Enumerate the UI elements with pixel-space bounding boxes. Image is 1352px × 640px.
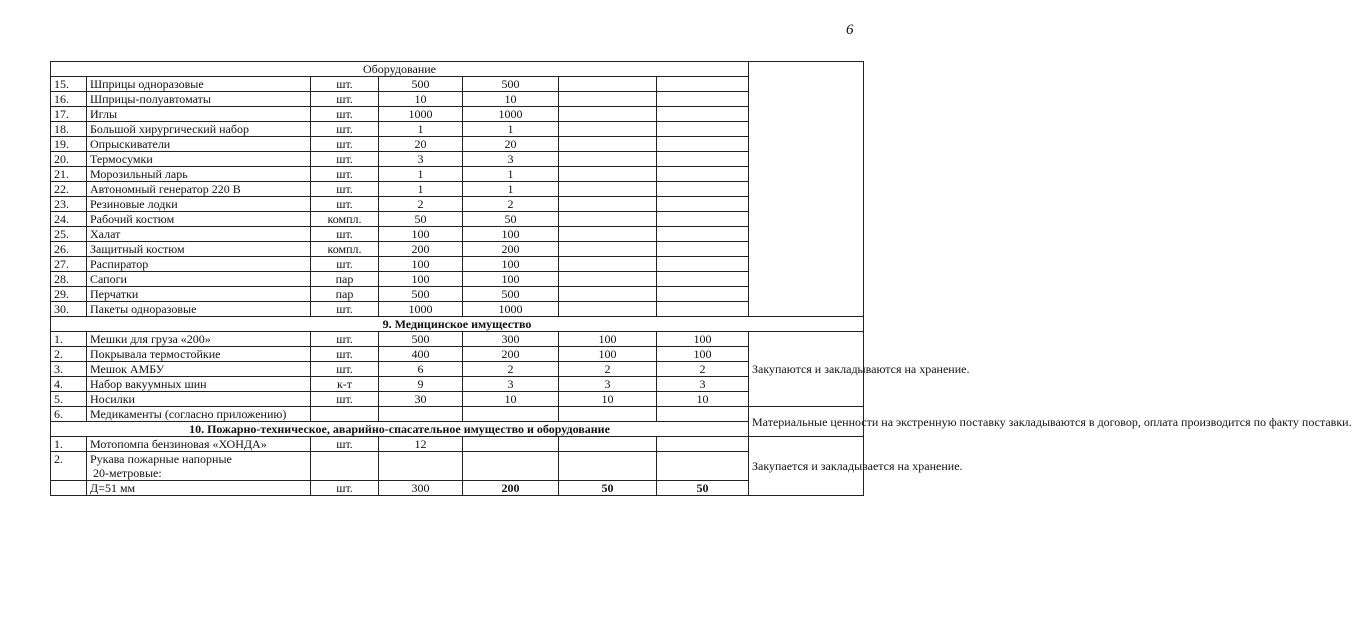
- item-name: Иглы: [87, 107, 311, 122]
- quantity-cell: 1000: [379, 302, 463, 317]
- unit-cell: компл.: [311, 242, 379, 257]
- table-row: [51, 452, 864, 481]
- quantity-cell: 500: [463, 287, 559, 302]
- table-row: [51, 272, 864, 287]
- table-row: [51, 137, 864, 152]
- table-row: [51, 362, 864, 377]
- fire-note: Закупается и закладывается на хранение.: [749, 437, 864, 496]
- quantity-cell: 500: [379, 332, 463, 347]
- empty-cell: [463, 452, 559, 481]
- empty-cell: [463, 407, 559, 422]
- empty-cell: [559, 167, 657, 182]
- empty-cell: [559, 257, 657, 272]
- item-name: Рабочий костюм: [87, 212, 311, 227]
- row-number: 26.: [51, 242, 87, 257]
- table-row: [51, 481, 864, 496]
- row-number: 2.: [51, 452, 87, 481]
- empty-cell: [559, 452, 657, 481]
- empty-cell: [559, 137, 657, 152]
- quantity-cell: 1000: [463, 107, 559, 122]
- row-number: 1.: [51, 332, 87, 347]
- item-name: Пакеты одноразовые: [87, 302, 311, 317]
- unit-cell: шт.: [311, 77, 379, 92]
- item-name: Мешки для груза «200»: [87, 332, 311, 347]
- item-name: Опрыскиватели: [87, 137, 311, 152]
- row-number: 28.: [51, 272, 87, 287]
- quantity-cell: 3: [657, 377, 749, 392]
- empty-cell: [559, 242, 657, 257]
- quantity-cell: 1: [379, 167, 463, 182]
- unit-cell: шт.: [311, 347, 379, 362]
- empty-cell: [559, 302, 657, 317]
- unit-cell: шт.: [311, 481, 379, 496]
- unit-cell: шт.: [311, 197, 379, 212]
- empty-cell: [657, 302, 749, 317]
- row-number: 2.: [51, 347, 87, 362]
- table-row: [51, 122, 864, 137]
- empty-cell: [559, 197, 657, 212]
- quantity-cell: 50: [559, 481, 657, 496]
- row-number: 6.: [51, 407, 87, 422]
- quantity-cell: 100: [657, 347, 749, 362]
- quantity-cell: 100: [463, 227, 559, 242]
- row-number: 15.: [51, 77, 87, 92]
- medical-note-1: Закупаются и закладываются на хранение.: [749, 332, 864, 407]
- quantity-cell: 10: [559, 392, 657, 407]
- row-number: 17.: [51, 107, 87, 122]
- equipment-note-cell: [749, 62, 864, 317]
- equipment-section-title: Оборудование: [51, 62, 749, 77]
- unit-cell: шт.: [311, 227, 379, 242]
- row-number: 21.: [51, 167, 87, 182]
- empty-cell: [559, 407, 657, 422]
- unit-cell: шт.: [311, 107, 379, 122]
- quantity-cell: 1: [463, 182, 559, 197]
- empty-cell: [657, 167, 749, 182]
- empty-cell: [559, 227, 657, 242]
- empty-cell: [657, 407, 749, 422]
- quantity-cell: 50: [379, 212, 463, 227]
- inventory-table: [50, 61, 1352, 496]
- empty-cell: [311, 452, 379, 481]
- unit-cell: пар: [311, 272, 379, 287]
- quantity-cell: 9: [379, 377, 463, 392]
- unit-cell: шт.: [311, 437, 379, 452]
- empty-cell: [657, 227, 749, 242]
- medical-note-2: Материальные ценности на экстренную поставку закладываются в договор, оплата производится по факту поставки.: [749, 407, 864, 437]
- table-row: [51, 332, 864, 347]
- empty-cell: [311, 407, 379, 422]
- row-number: 25.: [51, 227, 87, 242]
- item-name-line-2: 20-метровые:: [93, 466, 162, 480]
- item-name: Резиновые лодки: [87, 197, 311, 212]
- unit-cell: шт.: [311, 182, 379, 197]
- item-name: Медикаменты (согласно приложению): [87, 407, 311, 422]
- empty-cell: [657, 452, 749, 481]
- table-row: [51, 227, 864, 242]
- empty-cell: [657, 242, 749, 257]
- row-number: 23.: [51, 197, 87, 212]
- quantity-cell: 3: [463, 377, 559, 392]
- table-row: [51, 437, 864, 452]
- quantity-cell: 10: [463, 392, 559, 407]
- table-row: [51, 197, 864, 212]
- quantity-cell: 2: [463, 362, 559, 377]
- medical-header-row: [51, 317, 864, 332]
- empty-cell: [559, 152, 657, 167]
- unit-cell: шт.: [311, 152, 379, 167]
- quantity-cell: 200: [463, 347, 559, 362]
- table-row: [51, 167, 864, 182]
- unit-cell: шт.: [311, 167, 379, 182]
- item-name: Халат: [87, 227, 311, 242]
- quantity-cell: 2: [657, 362, 749, 377]
- quantity-cell: 1000: [379, 107, 463, 122]
- quantity-cell: 100: [379, 272, 463, 287]
- unit-cell: шт.: [311, 92, 379, 107]
- empty-cell: [379, 452, 463, 481]
- unit-cell: шт.: [311, 137, 379, 152]
- item-name: Набор вакуумных шин: [87, 377, 311, 392]
- table-row: [51, 347, 864, 362]
- quantity-cell: 10: [379, 92, 463, 107]
- row-number: 24.: [51, 212, 87, 227]
- quantity-cell: 100: [463, 257, 559, 272]
- fire-header-row: [51, 422, 864, 437]
- empty-cell: [559, 437, 657, 452]
- quantity-cell: 2: [463, 197, 559, 212]
- quantity-cell: 1: [379, 182, 463, 197]
- row-number: 19.: [51, 137, 87, 152]
- item-name: Автономный генератор 220 В: [87, 182, 311, 197]
- quantity-cell: 200: [379, 242, 463, 257]
- quantity-cell: 100: [379, 257, 463, 272]
- empty-cell: [657, 212, 749, 227]
- table-row: [51, 92, 864, 107]
- table-body: [51, 62, 1352, 496]
- empty-cell: [559, 212, 657, 227]
- table-row: [51, 257, 864, 272]
- table-row: [51, 182, 864, 197]
- quantity-cell: 400: [379, 347, 463, 362]
- empty-cell: [657, 437, 749, 452]
- item-name-line-1: Рукава пожарные напорные: [90, 452, 232, 466]
- quantity-cell: 100: [379, 227, 463, 242]
- empty-cell: [559, 272, 657, 287]
- table-row: [51, 242, 864, 257]
- quantity-cell: 3: [559, 377, 657, 392]
- row-number: 18.: [51, 122, 87, 137]
- item-name: Большой хирургический набор: [87, 122, 311, 137]
- item-name: Покрывала термостойкие: [87, 347, 311, 362]
- fire-section-title: 10. Пожарно-техническое, аварийно-спасательное имущество и оборудование: [51, 422, 749, 437]
- item-name: Мешок АМБУ: [87, 362, 311, 377]
- table-row: [51, 287, 864, 302]
- unit-cell: шт.: [311, 302, 379, 317]
- quantity-cell: 300: [463, 332, 559, 347]
- row-number: 4.: [51, 377, 87, 392]
- item-name: Д=51 мм: [87, 481, 311, 496]
- quantity-cell: 100: [463, 272, 559, 287]
- table-row: [51, 107, 864, 122]
- quantity-cell: 300: [379, 481, 463, 496]
- empty-cell: [379, 407, 463, 422]
- quantity-cell: 200: [463, 481, 559, 496]
- empty-cell: [657, 287, 749, 302]
- empty-cell: [559, 77, 657, 92]
- table-row: [51, 152, 864, 167]
- empty-cell: [657, 197, 749, 212]
- item-name: Шприцы одноразовые: [87, 77, 311, 92]
- empty-cell: [559, 182, 657, 197]
- item-name: Термосумки: [87, 152, 311, 167]
- unit-cell: шт.: [311, 392, 379, 407]
- empty-cell: [657, 77, 749, 92]
- quantity-cell: 6: [379, 362, 463, 377]
- page-number: 6: [846, 22, 854, 38]
- quantity-cell: 1000: [463, 302, 559, 317]
- unit-cell: шт.: [311, 122, 379, 137]
- quantity-cell: 20: [379, 137, 463, 152]
- quantity-cell: 2: [559, 362, 657, 377]
- quantity-cell: 200: [463, 242, 559, 257]
- quantity-cell: 1: [463, 122, 559, 137]
- quantity-cell: 2: [379, 197, 463, 212]
- item-name: Мотопомпа бензиновая «ХОНДА»: [87, 437, 311, 452]
- empty-cell: [657, 152, 749, 167]
- empty-cell: [657, 182, 749, 197]
- quantity-cell: 10: [463, 92, 559, 107]
- item-name: Защитный костюм: [87, 242, 311, 257]
- equipment-header-row: [51, 62, 864, 77]
- empty-cell: [657, 107, 749, 122]
- quantity-cell: 500: [379, 287, 463, 302]
- empty-cell: [559, 122, 657, 137]
- row-number: 22.: [51, 182, 87, 197]
- row-number: 20.: [51, 152, 87, 167]
- quantity-cell: 100: [657, 332, 749, 347]
- item-name: Носилки: [87, 392, 311, 407]
- empty-cell: [657, 257, 749, 272]
- table-row: [51, 392, 864, 407]
- item-name: Перчатки: [87, 287, 311, 302]
- quantity-cell: 50: [463, 212, 559, 227]
- item-name: Распиратор: [87, 257, 311, 272]
- unit-cell: шт.: [311, 332, 379, 347]
- unit-cell: компл.: [311, 212, 379, 227]
- row-number: 29.: [51, 287, 87, 302]
- empty-cell: [657, 122, 749, 137]
- row-number: 5.: [51, 392, 87, 407]
- quantity-cell: 1: [379, 122, 463, 137]
- table-row: [51, 302, 864, 317]
- medical-section-title: 9. Медицинское имущество: [51, 317, 864, 332]
- table-row: [51, 212, 864, 227]
- row-number: 30.: [51, 302, 87, 317]
- quantity-cell: 100: [559, 332, 657, 347]
- empty-cell: [657, 92, 749, 107]
- empty-cell: [559, 92, 657, 107]
- unit-cell: к-т: [311, 377, 379, 392]
- table-row: [51, 407, 864, 422]
- quantity-cell: 12: [379, 437, 463, 452]
- table-row: [51, 377, 864, 392]
- unit-cell: шт.: [311, 362, 379, 377]
- quantity-cell: 500: [463, 77, 559, 92]
- empty-cell: [559, 287, 657, 302]
- quantity-cell: 30: [379, 392, 463, 407]
- empty-cell: [51, 481, 87, 496]
- quantity-cell: 1: [463, 167, 559, 182]
- quantity-cell: 500: [379, 77, 463, 92]
- unit-cell: пар: [311, 287, 379, 302]
- item-name-multiline: [87, 452, 311, 481]
- row-number: 16.: [51, 92, 87, 107]
- quantity-cell: 100: [559, 347, 657, 362]
- row-number: 1.: [51, 437, 87, 452]
- quantity-cell: 20: [463, 137, 559, 152]
- row-number: 27.: [51, 257, 87, 272]
- row-number: 3.: [51, 362, 87, 377]
- item-name: Морозильный ларь: [87, 167, 311, 182]
- table-row: [51, 77, 864, 92]
- empty-cell: [657, 137, 749, 152]
- empty-cell: [463, 437, 559, 452]
- unit-cell: шт.: [311, 257, 379, 272]
- quantity-cell: 3: [463, 152, 559, 167]
- quantity-cell: 3: [379, 152, 463, 167]
- item-name: Сапоги: [87, 272, 311, 287]
- quantity-cell: 10: [657, 392, 749, 407]
- item-name: Шприцы-полуавтоматы: [87, 92, 311, 107]
- empty-cell: [559, 107, 657, 122]
- quantity-cell: 50: [657, 481, 749, 496]
- empty-cell: [657, 272, 749, 287]
